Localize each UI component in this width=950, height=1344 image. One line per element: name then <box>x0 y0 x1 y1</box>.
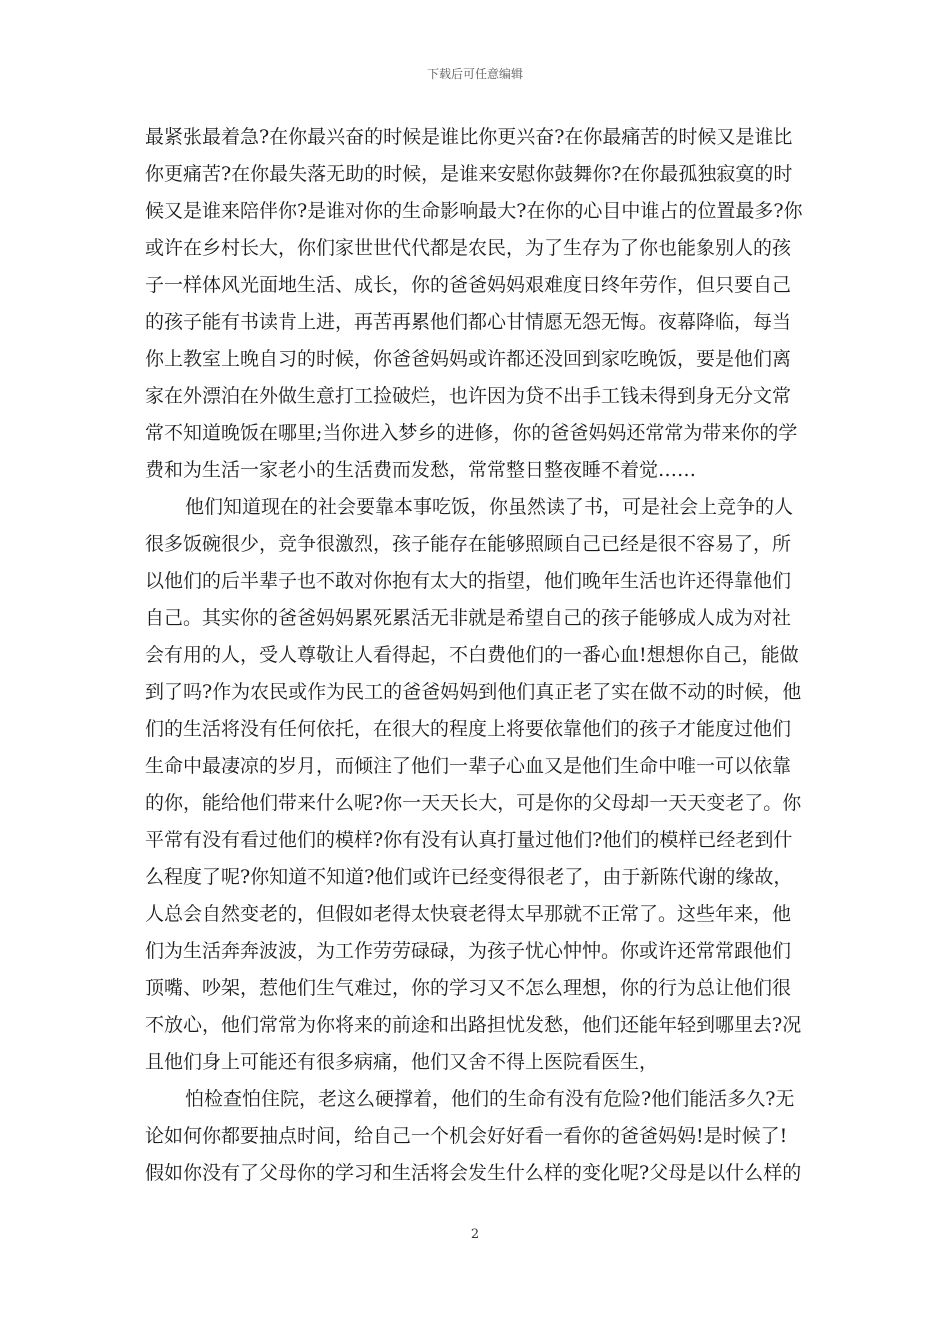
text-line: 的你，能给他们带来什么呢?你一天天长大，可是你的父母却一天天变老了。你 <box>145 792 802 814</box>
text-line: 们的生活将没有任何依托，在很大的程度上将要依靠他们的孩子才能度过他们 <box>145 718 792 740</box>
text-line: 家在外漂泊在外做生意打工捡破烂，也许因为贷不出手工钱未得到身无分文常 <box>145 385 792 407</box>
paragraph <box>145 489 807 1081</box>
text-line: 且他们身上可能还有很多病痛，他们又舍不得上医院看医生， <box>145 1051 659 1073</box>
text-line: 么程度了呢?你知道不知道?他们或许已经变得很老了，由于新陈代谢的缘故， <box>145 866 793 888</box>
text-line: 顶嘴、吵架，惹他们生气难过，你的学习又不怎么理想，你的行为总让他们很 <box>145 977 792 999</box>
text-line: 生命中最凄凉的岁月，而倾注了他们一辈子心血又是他们生命中唯一可以依靠 <box>145 755 792 777</box>
text-line: 怕检查怕住院，老这么硬撑着，他们的生命有没有危险?他们能活多久?无 <box>185 1088 795 1110</box>
text-line: 假如你没有了父母你的学习和生活将会发生什么样的变化呢?父母是以什么样的 <box>145 1162 802 1184</box>
text-line: 人总会自然变老的，但假如老得太快衰老得太早那就不正常了。这些年来，他 <box>145 903 792 925</box>
text-line: 他们知道现在的社会要靠本事吃饭，你虽然读了书，可是社会上竞争的人 <box>185 496 794 518</box>
text-line: 会有用的人，受人尊敬让人看得起，不白费他们的一番心血!想想你自己，能做 <box>145 644 799 666</box>
text-line: 很多饭碗很少，竞争很激烈，孩子能存在能够照顾自己已经是很不容易了，所 <box>145 533 792 555</box>
document-body <box>145 119 807 1192</box>
text-line: 自己。其实你的爸爸妈妈累死累活无非就是希望自己的孩子能够成人成为对社 <box>145 607 792 629</box>
text-line: 平常有没有看过他们的模样?你有没有认真打量过他们?他们的模样已经老到什 <box>145 829 793 851</box>
text-line: 你上教室上晚自习的时候，你爸爸妈妈或许都还没回到家吃晚饭，要是他们离 <box>145 348 792 370</box>
text-line: 子一样体风光面地生活、成长，你的爸爸妈妈艰难度日终年劳作，但只要自己 <box>145 274 792 296</box>
text-line: 的孩子能有书读肯上进，再苦再累他们都心甘情愿无怨无悔。夜幕降临，每当 <box>145 311 792 333</box>
text-line: 论如何你都要抽点时间，给自己一个机会好好看一看你的爸爸妈妈!是时候了! <box>145 1125 788 1147</box>
text-line: 或许在乡村长大，你们家世世代代都是农民，为了生存为了你也能象别人的孩 <box>145 237 792 259</box>
page-number: 2 <box>470 1227 480 1242</box>
text-line: 你更痛苦?在你最失落无助的时候，是谁来安慰你鼓舞你?在你最孤独寂寞的时 <box>145 163 793 185</box>
text-line: 常不知道晚饭在哪里;当你进入梦乡的进修，你的爸爸妈妈还常常为带来你的学 <box>145 422 798 444</box>
page-header: 下载后可任意编辑 <box>426 67 523 81</box>
text-line: 费和为生活一家老小的生活费而发愁，常常整日整夜睡不着觉…… <box>145 459 697 481</box>
paragraph <box>145 1081 807 1192</box>
paragraph <box>145 119 807 489</box>
text-line: 们为生活奔奔波波，为工作劳劳碌碌，为孩子忧心忡忡。你或许还常常跟他们 <box>145 940 792 962</box>
text-line: 候又是谁来陪伴你?是谁对你的生命影响最大?在你的心目中谁占的位置最多?你 <box>145 200 803 222</box>
text-line: 不放心，他们常常为你将来的前途和出路担忧发愁，他们还能年轻到哪里去?况 <box>145 1014 802 1036</box>
text-line: 最紧张最着急?在你最兴奋的时候是谁比你更兴奋?在你最痛苦的时候又是谁比 <box>145 126 793 148</box>
text-line: 到了吗?作为农民或作为民工的爸爸妈妈到他们真正老了实在做不动的时候，他 <box>145 681 802 703</box>
text-line: 以他们的后半辈子也不敢对你抱有太大的指望，他们晚年生活也许还得靠他们 <box>145 570 792 592</box>
